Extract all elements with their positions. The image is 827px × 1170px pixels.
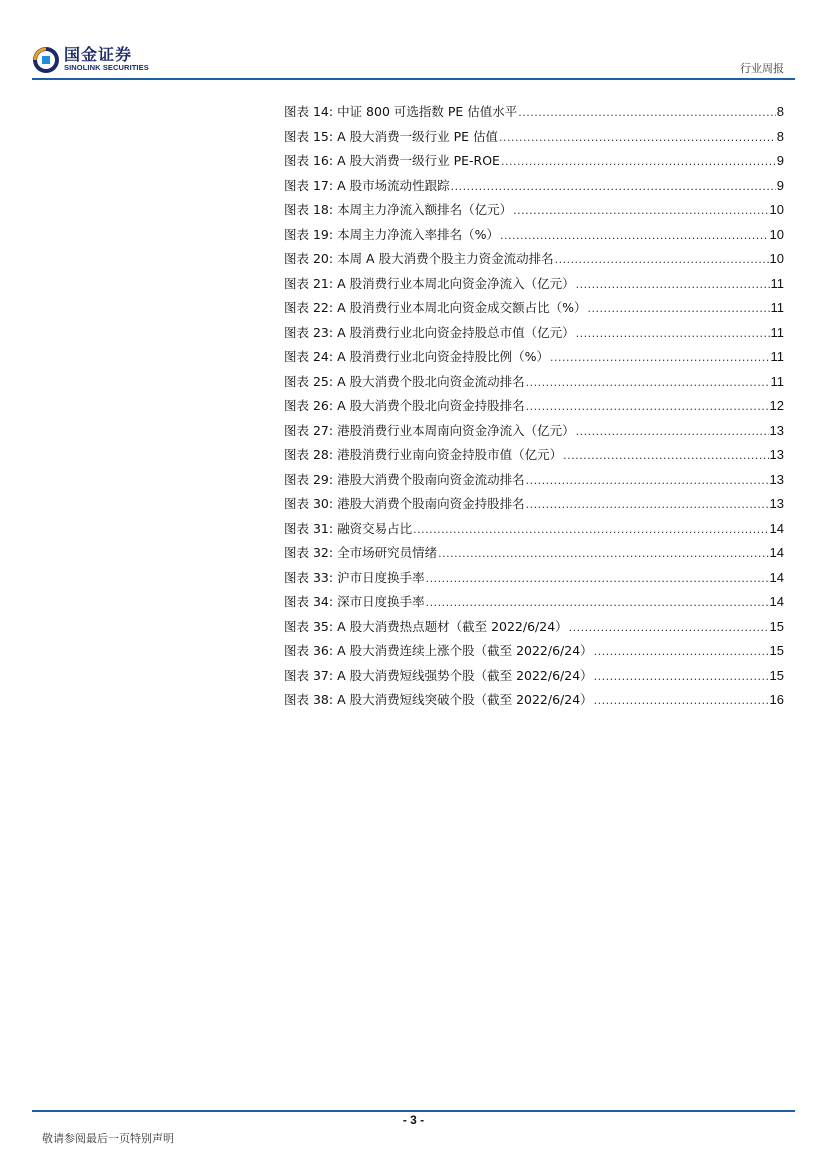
toc-leader-dots (526, 498, 769, 511)
toc-entry-page: 10 (769, 202, 784, 217)
toc-entry-page: 9 (776, 153, 784, 168)
toc-leader-dots (550, 351, 770, 364)
toc-entry-page: 10 (769, 251, 784, 266)
toc-entry-page: 11 (770, 324, 784, 340)
report-type-tag: 行业周报 (740, 62, 784, 75)
toc-entry-title: A 股消费行业北向资金持股比例（%） (337, 349, 549, 364)
toc-entry[interactable] (284, 421, 784, 446)
toc-entry[interactable] (284, 592, 784, 617)
toc-entry-title: A 股市场流动性跟踪 (337, 177, 450, 193)
toc-entry-title: A 股大消费连续上涨个股（截至 2022/6/24） (337, 643, 593, 658)
toc-entry-label: 图表 33: (284, 569, 334, 585)
toc-entry-label: 图表 38: (284, 692, 334, 707)
page-number: - 3 - (402, 1113, 425, 1127)
toc-leader-dots (594, 670, 769, 683)
toc-leader-dots (500, 229, 769, 242)
footer-divider (32, 1110, 795, 1112)
toc-leader-dots (501, 155, 776, 168)
toc-entry[interactable] (284, 641, 784, 666)
logo-chinese-name: 国金证券 (64, 45, 133, 64)
toc-entry-label: 图表 19: (284, 226, 334, 242)
toc-entry[interactable] (284, 617, 784, 642)
toc-entry-label: 图表 34: (284, 594, 334, 609)
toc-entry-label: 图表 26: (284, 398, 334, 413)
toc-entry[interactable] (284, 445, 784, 470)
toc-entry-label: 图表 29: (284, 471, 334, 487)
toc-leader-dots (426, 596, 769, 609)
toc-entry-title: 全市场研究员情绪 (337, 545, 438, 560)
toc-leader-dots (499, 131, 776, 144)
toc-entry-label: 图表 15: (284, 128, 334, 144)
toc-leader-dots (438, 547, 768, 560)
toc-entry-page: 14 (769, 545, 784, 560)
toc-entry-label: 图表 27: (284, 422, 334, 438)
toc-entry[interactable] (284, 274, 784, 299)
toc-entry-page: 15 (769, 618, 784, 634)
toc-entry-page: 12 (769, 398, 784, 413)
toc-entry-title: 港股大消费个股南向资金持股排名 (337, 496, 525, 511)
toc-entry-title: 融资交易占比 (337, 520, 413, 536)
toc-entry-label: 图表 30: (284, 496, 334, 511)
toc-entry-title: 本周 A 股大消费个股主力资金流动排名 (337, 251, 554, 266)
toc-leader-dots (513, 204, 768, 217)
toc-entry-title: 港股消费行业本周南向资金净流入（亿元） (337, 422, 575, 438)
toc-entry[interactable] (284, 396, 784, 421)
toc-entry-label: 图表 37: (284, 667, 334, 683)
toc-leader-dots (526, 400, 769, 413)
toc-entry-title: A 股消费行业北向资金持股总市值（亿元） (337, 324, 575, 340)
toc-entry-page: 14 (769, 520, 784, 536)
toc-entry-title: A 股大消费短线强势个股（截至 2022/6/24） (337, 667, 593, 683)
toc-entry-page: 15 (769, 667, 784, 683)
toc-entry-page: 11 (770, 300, 784, 315)
toc-entry-title: A 股大消费一级行业 PE 估值 (337, 128, 498, 144)
toc-entry-page: 13 (769, 496, 784, 511)
toc-leader-dots (451, 180, 776, 193)
toc-entry-title: 深市日度换手率 (337, 594, 425, 609)
toc-leader-dots (555, 253, 769, 266)
toc-entry-title: 本周主力净流入额排名（亿元） (337, 202, 513, 217)
toc-entry-title: 港股消费行业南向资金持股市值（亿元） (337, 447, 563, 462)
toc-entry-label: 图表 31: (284, 520, 334, 536)
toc-entry-title: A 股大消费热点题材（截至 2022/6/24） (337, 618, 568, 634)
company-logo (32, 46, 149, 74)
toc-entry[interactable] (284, 151, 784, 176)
toc-entry-label: 图表 24: (284, 349, 334, 364)
toc-entry-title: A 股大消费短线突破个股（截至 2022/6/24） (337, 692, 593, 707)
toc-entry-page: 14 (769, 569, 784, 585)
toc-entry-title: 本周主力净流入率排名（%） (337, 226, 499, 242)
toc-leader-dots (526, 474, 769, 487)
sinolink-logo-icon (32, 46, 60, 74)
toc-entry-label: 图表 23: (284, 324, 334, 340)
toc-entry-title: 港股大消费个股南向资金流动排名 (337, 471, 525, 487)
toc-leader-dots (563, 449, 768, 462)
toc-leader-dots (526, 376, 770, 389)
toc-entry[interactable] (284, 127, 784, 152)
toc-entry-title: 沪市日度换手率 (337, 569, 425, 585)
figure-table-of-contents (284, 102, 784, 715)
toc-entry-label: 图表 21: (284, 275, 334, 291)
toc-entry-page: 11 (770, 275, 784, 291)
toc-entry[interactable] (284, 666, 784, 691)
toc-entry-title: A 股大消费个股北向资金持股排名 (337, 398, 525, 413)
toc-entry[interactable] (284, 323, 784, 348)
toc-entry-title: A 股消费行业本周北向资金成交额占比（%） (337, 300, 587, 315)
toc-entry[interactable] (284, 200, 784, 225)
logo-english-name: SINOLINK SECURITIES (64, 63, 149, 72)
toc-entry[interactable] (284, 176, 784, 201)
toc-entry[interactable] (284, 372, 784, 397)
toc-entry[interactable] (284, 568, 784, 593)
toc-leader-dots (576, 327, 770, 340)
toc-entry-label: 图表 18: (284, 202, 334, 217)
toc-entry-page: 14 (769, 594, 784, 609)
toc-entry-page: 13 (769, 447, 784, 462)
toc-entry[interactable] (284, 543, 784, 568)
toc-leader-dots (413, 523, 768, 536)
toc-entry-title: 中证 800 可选指数 PE 估值水平 (337, 104, 518, 119)
toc-entry-label: 图表 16: (284, 153, 334, 168)
toc-leader-dots (576, 278, 770, 291)
toc-leader-dots (587, 302, 769, 315)
header-divider (32, 78, 795, 80)
toc-entry-label: 图表 17: (284, 177, 334, 193)
page-header (0, 0, 827, 80)
toc-entry-label: 图表 35: (284, 618, 334, 634)
toc-entry-page: 9 (776, 177, 784, 193)
toc-entry[interactable] (284, 102, 784, 127)
toc-entry-page: 11 (770, 349, 784, 364)
toc-entry-title: A 股消费行业本周北向资金净流入（亿元） (337, 275, 575, 291)
toc-entry-label: 图表 25: (284, 373, 334, 389)
toc-entry-page: 13 (769, 422, 784, 438)
toc-leader-dots (518, 106, 775, 119)
toc-entry[interactable] (284, 225, 784, 250)
toc-leader-dots (426, 572, 769, 585)
toc-entry-label: 图表 20: (284, 251, 334, 266)
toc-entry-label: 图表 36: (284, 643, 334, 658)
toc-entry[interactable] (284, 249, 784, 274)
toc-entry-label: 图表 22: (284, 300, 334, 315)
toc-entry-label: 图表 14: (284, 104, 334, 119)
toc-entry-label: 图表 32: (284, 545, 334, 560)
toc-entry-page: 15 (769, 643, 784, 658)
toc-entry-page: 11 (770, 373, 784, 389)
toc-leader-dots (576, 425, 769, 438)
toc-leader-dots (569, 621, 769, 634)
toc-entry-page: 8 (776, 104, 784, 119)
toc-entry-page: 10 (769, 226, 784, 242)
disclaimer-note: 敬请参阅最后一页特别声明 (42, 1132, 174, 1145)
toc-entry-page: 16 (769, 692, 784, 707)
toc-entry[interactable] (284, 298, 784, 323)
toc-entry[interactable] (284, 470, 784, 495)
toc-entry-page: 13 (769, 471, 784, 487)
toc-entry[interactable] (284, 347, 784, 372)
toc-entry[interactable] (284, 494, 784, 519)
toc-entry-page: 8 (776, 128, 784, 144)
toc-entry-title: A 股大消费一级行业 PE-ROE (337, 153, 500, 168)
toc-leader-dots (594, 694, 769, 707)
toc-entry-label: 图表 28: (284, 447, 334, 462)
toc-entry[interactable] (284, 690, 784, 715)
toc-entry-title: A 股大消费个股北向资金流动排名 (337, 373, 525, 389)
toc-leader-dots (594, 645, 769, 658)
toc-entry[interactable] (284, 519, 784, 544)
